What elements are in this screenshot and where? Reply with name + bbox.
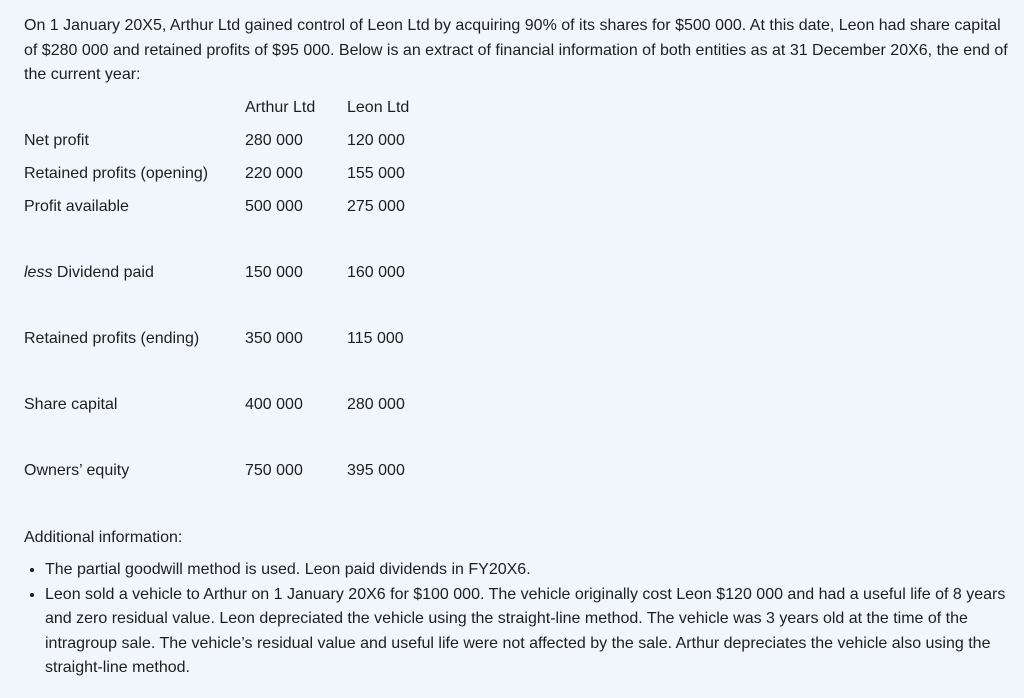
row-value-leon: 280 000: [347, 396, 405, 413]
header-leon-ltd: Leon Ltd: [347, 99, 410, 116]
list-item: • The partial goodwill method is used. Leon paid dividends in FY20X6.: [45, 558, 1009, 583]
row-label-text: Retained profits (opening): [24, 165, 209, 182]
row-label-text: Profit available: [24, 198, 129, 215]
row-label: [24, 327, 199, 351]
row-label: [24, 195, 129, 219]
row-label: [24, 129, 89, 153]
row-label-text: Dividend paid: [52, 264, 154, 281]
row-label-text: Owners’ equity: [24, 462, 130, 479]
row-value-leon: 115 000: [347, 330, 404, 347]
row-value-leon: 395 000: [347, 462, 405, 479]
row-label-text: Share capital: [24, 396, 118, 413]
row-value-arthur: 220 000: [245, 165, 303, 182]
additional-title: Additional information:: [24, 529, 183, 546]
row-value-arthur: 400 000: [245, 396, 303, 413]
additional-information: [24, 526, 1009, 681]
row-value-arthur: 280 000: [245, 132, 303, 149]
list-item: • Leon sold a vehicle to Arthur on 1 January 20X6 for $100 000. The vehicle originally cost Leon $120 000 and had a useful life of 8 years and zero residual value. Leon depreciated the vehicle using the straight-line method. The vehicle was 3 years old at the time of the intragroup sale. The vehicle’s residual value and useful life were not affected by the sale. Arthur depreciates the vehicle also using the straight-line method.: [45, 583, 1009, 681]
intro-paragraph: On 1 January 20X5, Arthur Ltd gained control of Leon Ltd by acquiring 90% of its shares for $500 000. At this date, Leon had share capital of $280 000 and retained profits of $95 000. Below is an extract of financial information of both entities as at 31 December 20X6, the end of the current year:: [24, 17, 1008, 83]
row-value-arthur: 750 000: [245, 462, 303, 479]
row-value-leon: 160 000: [347, 264, 405, 281]
row-label: [24, 393, 117, 417]
additional-bullet-list: [24, 558, 1009, 681]
row-label: [24, 162, 208, 186]
row-label-text: Net profit: [24, 132, 89, 149]
row-value-leon: 120 000: [347, 132, 405, 149]
row-label: [24, 459, 129, 483]
row-value-leon: 155 000: [347, 165, 405, 182]
row-label-text: Retained profits (ending): [24, 330, 200, 347]
header-arthur-ltd: Arthur Ltd: [245, 99, 316, 116]
row-value-leon: 275 000: [347, 198, 405, 215]
row-label-prefix: less: [24, 264, 53, 281]
row-value-arthur: 350 000: [245, 330, 303, 347]
row-value-arthur: 150 000: [245, 264, 303, 281]
row-value-arthur: 500 000: [245, 198, 303, 215]
row-label: [24, 261, 154, 285]
